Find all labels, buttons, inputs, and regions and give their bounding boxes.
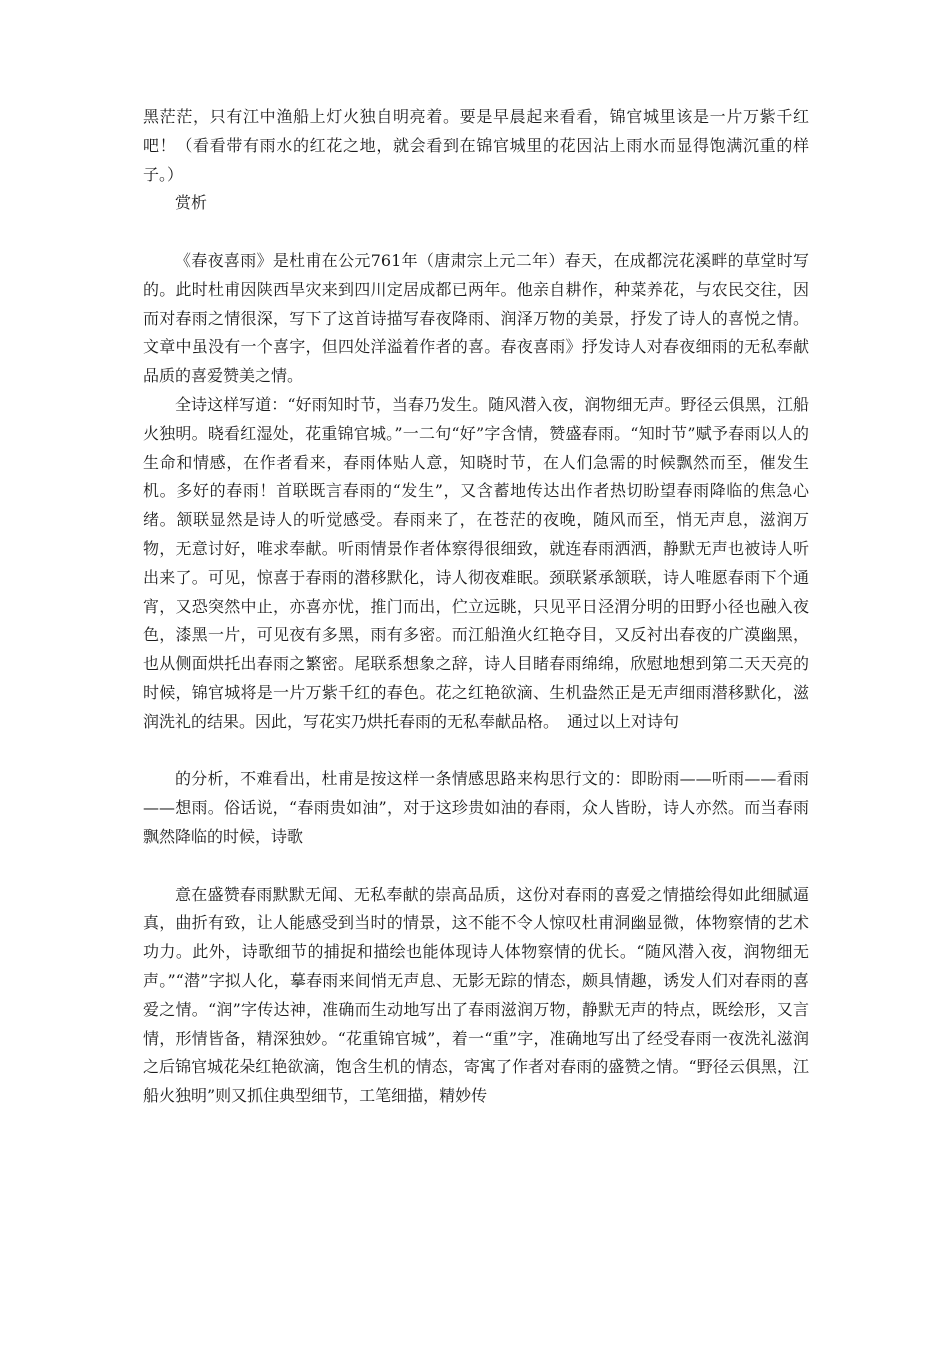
paragraph-detail-analysis: 意在盛赞春雨默默无闻、无私奉献的崇高品质，这份对春雨的喜爱之情描绘得如此细腻逼真，曲折有致，让人能感受到当时的情景，这不能不令人惊叹杜甫洞幽显微，体物察情的艺术功力。此外，诗歌细节的捕捉和描绘也能体现诗人体物察情的优长。“随风潜入夜，润物细无声。”“潜”字拟人化，摹春雨来间悄无声息、无影无踪的情态，颇具情趣，诱发人们对春雨的喜爱之情。“润”字传达神，准确而生动地写出了春雨滋润万物，静默无声的特点，既绘形，又言情，形情皆备，精深独妙。“花重锦官城”，着一“重”字，准确地写出了经受春雨一夜洗礼滋润之后锦官城花朵红艳欲滴，饱含生机的情态，寄寓了作者对春雨的盛赞之情。“野径云俱黑，江船火独明”则又抓住典型细节，工笔细描，精妙传 <box>143 884 809 1106</box>
document-page <box>143 103 809 1111</box>
paragraph-translation-end: 黑茫茫，只有江中渔船上灯火独自明亮着。要是早晨起来看看，锦官城里该是一片万紫千红吧！（看看带有雨水的红花之地，就会看到在锦官城里的花因沾上雨水而显得饱满沉重的样子。） <box>143 107 809 184</box>
paragraph-gap <box>143 737 809 766</box>
paragraph-background: 《春夜喜雨》是杜甫在公元761年（唐肃宗上元二年）春天，在成都浣花溪畔的草堂时写的。此时杜甫因陕西旱灾来到四川定居成都已两年。他亲自耕作，种菜养花，与农民交往，因而对春雨之情很深，写下了这首诗描写春夜降雨、润泽万物的美景，抒发了诗人的喜悦之情。文章中虽没有一个喜字，但四处洋溢着作者的喜。春夜喜雨》抒发诗人对春夜细雨的无私奉献品质的喜爱赞美之情。 <box>143 250 809 386</box>
paragraph-gap <box>143 852 809 881</box>
paragraph-poem-analysis: 全诗这样写道：“好雨知时节，当春乃发生。随风潜入夜，润物细无声。野径云俱黑，江船火独明。晓看红湿处，花重锦官城。”一二句“好”字含情，赞盛春雨。“知时节”赋予春雨以人的生命和情感，在作者看来，春雨体贴人意，知晓时节，在人们急需的时候飘然而至，催发生机。多好的春雨！首联既言春雨的“发生”，又含蓄地传达出作者热切盼望春雨降临的焦急心绪。颔联显然是诗人的听觉感受。春雨来了，在苍茫的夜晚，随风而至，悄无声息，滋润万物，无意讨好，唯求奉献。听雨情景作者体察得很细致，就连春雨洒洒，静默无声也被诗人听出来了。可见，惊喜于春雨的潜移默化，诗人彻夜难眠。颈联紧承颔联，诗人唯愿春雨下个通宵，又恐突然中止，亦喜亦忧，推门而出，伫立远眺，只见平日泾渭分明的田野小径也融入夜色，漆黑一片，可见夜有多黑，雨有多密。而江船渔火红艳夺目，又反衬出春夜的广漠幽黑，也从侧面烘托出春雨之繁密。尾联系想象之辞，诗人目睹春雨绵绵，欣慰地想到第二天天亮的时候，锦官城将是一片万紫千红的春色。花之红艳欲滴、生机盎然正是无声细雨潜移默化，滋润洗礼的结果。因此，写花实乃烘托春雨的无私奉献品格。 通过以上对诗句 <box>143 394 809 731</box>
paragraph-gap <box>143 218 809 247</box>
paragraph-emotional-flow: 的分析，不难看出，杜甫是按这样一条情感思路来构思行文的：即盼雨——听雨——看雨——想雨。俗话说，“春雨贵如油”，对于这珍贵如油的春雨，众人皆盼，诗人亦然。而当春雨飘然降临的时候，诗歌 <box>143 769 809 846</box>
section-heading-appreciation: 赏析 <box>175 193 208 213</box>
